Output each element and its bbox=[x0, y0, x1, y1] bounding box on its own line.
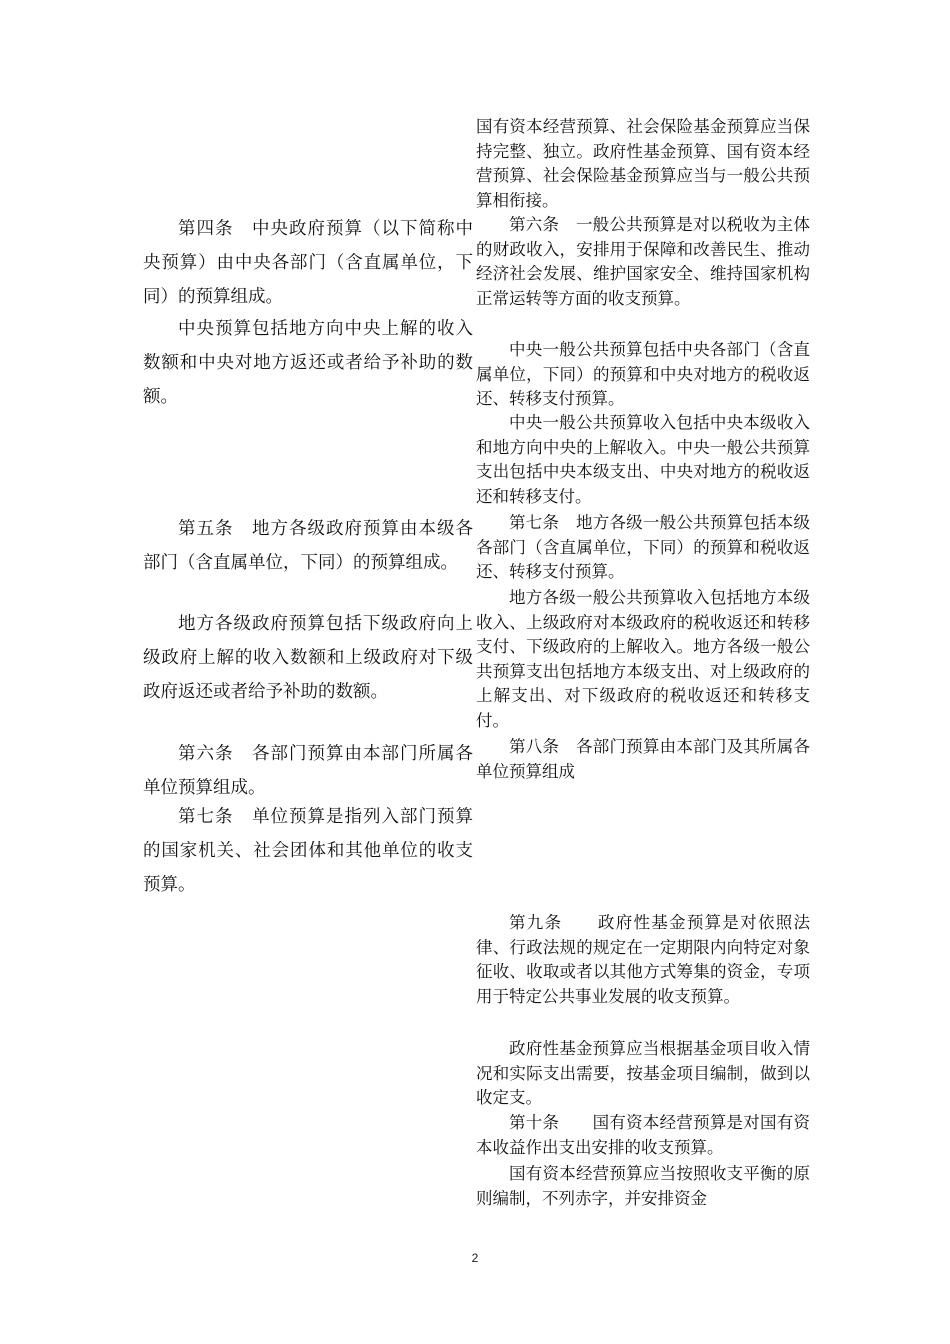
right-article-7-paragraph-2 bbox=[476, 586, 810, 733]
right-article-10-paragraph-1: 第十条 国有资本经营预算是对国有资本收益作出支出安排的收支预算。 bbox=[476, 1113, 810, 1157]
right-article-6-paragraph-1: 第六条 一般公共预算是对以税收为主体的财政收入，安排用于保障和改善民生、推动经济社会发展、维护国家安全、维持国家机构正常运转等方面的收支预算。 bbox=[476, 215, 810, 308]
article-8-text: 各部门预算由本部门及其所属各单位预算组成 bbox=[476, 737, 811, 781]
article-8-heading: 第八条 bbox=[509, 737, 560, 756]
article-7-heading: 第七条 bbox=[509, 513, 560, 532]
right-article-9-paragraph-2: 政府性基金预算应当根据基金项目收入情况和实际支出需要，按基金项目编制，做到以收定支。 bbox=[476, 1039, 810, 1107]
right-article-8-paragraph-1 bbox=[476, 735, 810, 784]
continuation-paragraph: 国有资本经营预算、社会保险基金预算应当保持完整、独立。政府性基金预算、国有资本经营预算、社会保险基金预算应当与一般公共预算相衔接。 bbox=[476, 117, 810, 210]
right-article-6-paragraph-2: 中央一般公共预算包括中央各部门（含直属单位，下同）的预算和中央对地方的税收返还、转移支付预算。 bbox=[476, 340, 810, 408]
local-levels-term: 地方各级 bbox=[575, 513, 643, 532]
article-7-text-2: 一般公共预算收入包括地方本级收入、上级政府对本级政府的税收返还和转移支付、下级政府的上解收入。地方各级一般公共预算支出包括地方本级支出、对上级政府的上解支出、对下级政府的税收返还和转移支付。 bbox=[476, 588, 811, 730]
article-7-paragraph-1: 第七条 单位预算是指列入部门预算的国家机关、社会团体和其他单位的收支预算。 bbox=[143, 807, 473, 895]
right-article-9-paragraph-1: 第九条 政府性基金预算是对依照法律、行政法规的规定在一定期限内向特定对象征收、收取或者以其他方式筹集的资金，专项用于特定公共事业发展的收支预算。 bbox=[476, 913, 810, 1006]
right-article-6-paragraph-3: 中央一般公共预算收入包括中央本级收入和地方向中央的上解收入。中央一般公共预算支出包括中央本级支出、中央对地方的税收返还和转移支付。 bbox=[476, 413, 810, 506]
article-5-paragraph-1: 第五条 地方各级政府预算由本级各部门（含直属单位，下同）的预算组成。 bbox=[143, 519, 473, 573]
right-article-7-paragraph-1 bbox=[476, 511, 810, 585]
article-4-paragraph-2: 中央预算包括地方向中央上解的收入数额和中央对地方返还或者给予补助的数额。 bbox=[143, 319, 473, 407]
article-5-paragraph-2: 地方各级政府预算包括下级政府向上级政府上解的收入数额和上级政府对下级政府返还或者给予补助的数额。 bbox=[143, 614, 473, 702]
right-article-10-paragraph-2: 国有资本经营预算应当按照收支平衡的原则编制，不列赤字，并安排资金 bbox=[476, 1164, 810, 1208]
local-levels-term-2: 地方各级 bbox=[509, 588, 576, 607]
article-7-text: 一般公共预算包括本级各部门（含直属单位，下同）的预算和税收返还、转移支付预算。 bbox=[476, 513, 811, 581]
page-number: 2 bbox=[471, 1251, 479, 1265]
article-4-paragraph-1: 第四条 中央政府预算（以下简称中央预算）由中央各部门（含直属单位，下同）的预算组成。 bbox=[143, 219, 473, 307]
article-6-paragraph-1: 第六条 各部门预算由本部门所属各单位预算组成。 bbox=[143, 744, 473, 798]
